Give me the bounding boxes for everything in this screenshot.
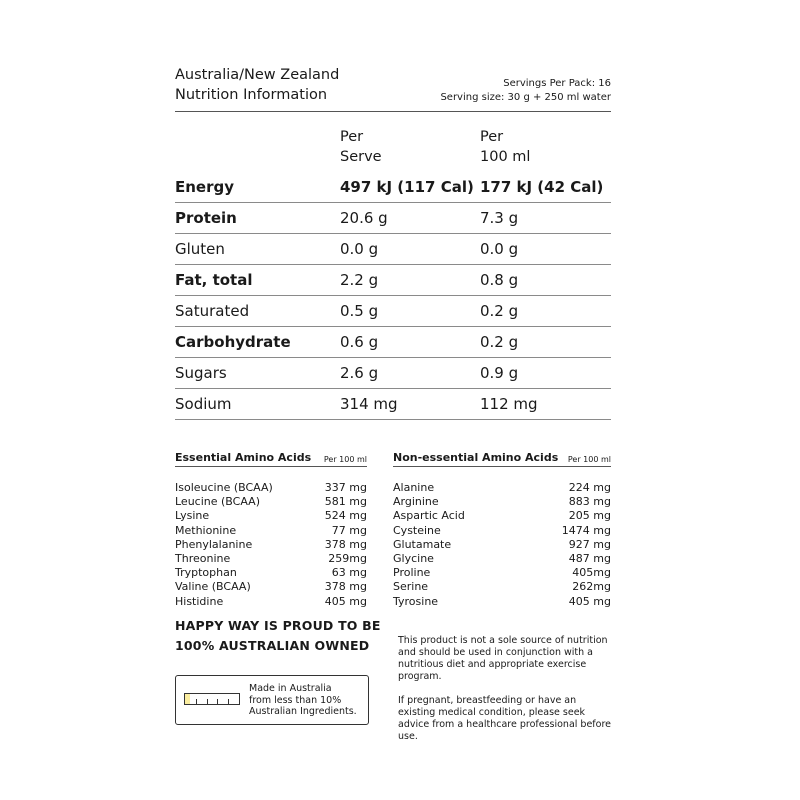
amino-value: 63 mg xyxy=(331,566,367,580)
badge-text xyxy=(249,683,357,718)
per-serve-value: 0.6 g xyxy=(340,333,379,351)
gauge-tick xyxy=(207,699,208,704)
non-essential-amino-list xyxy=(393,481,611,609)
proud-line-1: HAPPY WAY IS PROUD TO BE xyxy=(175,618,381,633)
list-item xyxy=(393,552,611,566)
amino-value: 927 mg xyxy=(568,537,611,551)
amino-name: Alanine xyxy=(393,481,435,494)
per-serve-line-1: Per xyxy=(340,129,364,145)
essential-amino-acids xyxy=(175,448,367,609)
amino-value: 77 mg xyxy=(331,523,367,537)
essential-amino-list xyxy=(175,481,367,609)
list-item xyxy=(175,481,367,495)
amino-name: Valine (BCAA) xyxy=(175,580,251,594)
amino-name: Methionine xyxy=(175,523,237,537)
bar-gauge-icon xyxy=(184,693,240,705)
nutrient-row-sugars xyxy=(175,358,611,389)
nutrient-row-energy xyxy=(175,172,611,203)
amino-value: 378 mg xyxy=(324,537,367,551)
proud-line-2: 100% AUSTRALIAN OWNED xyxy=(175,638,370,653)
amino-value: 1474 mg xyxy=(561,523,611,537)
nutrient-name: Saturated xyxy=(175,302,250,320)
serving-size: Serving size: 30 g + 250 ml water xyxy=(440,92,611,103)
badge-line-1: Made in Australia xyxy=(249,683,332,694)
list-item xyxy=(175,495,367,509)
nutrient-rows xyxy=(175,172,611,420)
essential-amino-unit: Per 100 ml xyxy=(323,455,367,464)
essential-amino-title: Essential Amino Acids xyxy=(175,451,312,464)
per-100ml-value: 0.9 g xyxy=(480,364,519,382)
title-line-2: Nutrition Information xyxy=(175,87,328,103)
nutrient-name: Fat, total xyxy=(175,271,253,289)
list-item xyxy=(393,538,611,552)
list-item xyxy=(393,495,611,509)
amino-value: 262mg xyxy=(572,580,611,594)
amino-value: 224 mg xyxy=(568,481,611,494)
disclaimer-paragraph-2: If pregnant, breastfeeding or have an existing medical condition, please seek advice from a healthcare professional before use. xyxy=(398,695,612,742)
amino-value: 581 mg xyxy=(324,495,367,509)
amino-value: 405 mg xyxy=(324,594,367,608)
list-item xyxy=(393,566,611,580)
proud-statement xyxy=(175,616,381,656)
badge-line-2: from less than 10% xyxy=(249,694,342,706)
nutrient-name: Protein xyxy=(175,209,237,227)
list-item xyxy=(175,552,367,566)
per-serve-value: 0.5 g xyxy=(340,302,379,320)
list-item xyxy=(393,580,611,594)
amino-value: 405 mg xyxy=(568,594,611,608)
nutrient-row-saturated xyxy=(175,296,611,327)
essential-amino-header xyxy=(175,448,367,467)
serving-info xyxy=(440,77,611,105)
title-line-1: Australia/New Zealand xyxy=(175,67,340,83)
per-serve-value: 314 mg xyxy=(340,395,398,413)
nutrient-row-sodium xyxy=(175,389,611,420)
list-item xyxy=(175,595,367,609)
list-item xyxy=(175,566,367,580)
amino-name: Histidine xyxy=(175,594,224,608)
per-100ml-line-2: 100 ml xyxy=(480,149,531,165)
per-100ml-value: 0.2 g xyxy=(480,333,519,351)
amino-name: Threonine xyxy=(175,552,231,566)
nutrient-row-protein xyxy=(175,203,611,234)
per-serve-value: 2.2 g xyxy=(340,271,379,289)
amino-name: Aspartic Acid xyxy=(393,509,465,523)
amino-name: Tryptophan xyxy=(175,566,237,580)
disclaimer xyxy=(398,635,613,755)
gauge-tick xyxy=(217,699,218,704)
non-essential-amino-header xyxy=(393,448,611,467)
nutrient-name: Energy xyxy=(175,178,235,196)
per-100ml-value: 0.2 g xyxy=(480,302,519,320)
per-serve-header xyxy=(340,127,382,167)
list-item xyxy=(393,524,611,538)
list-item xyxy=(393,595,611,609)
per-100ml-line-1: Per xyxy=(480,129,504,145)
nutrient-name: Sugars xyxy=(175,364,227,382)
amino-value: 883 mg xyxy=(568,495,611,509)
amino-acids-section xyxy=(175,448,611,608)
panel-header xyxy=(175,66,611,112)
amino-value: 205 mg xyxy=(568,509,611,523)
per-serve-value: 497 kJ (117 Cal) xyxy=(340,178,474,196)
amino-name: Arginine xyxy=(393,495,439,509)
non-essential-amino-unit: Per 100 ml xyxy=(567,455,611,464)
bottom-section xyxy=(175,616,611,756)
gauge-tick xyxy=(228,699,229,704)
nutrient-row-fat-total xyxy=(175,265,611,296)
made-in-australia-badge xyxy=(175,675,369,725)
servings-per-pack: Servings Per Pack: 16 xyxy=(503,78,611,89)
nutrient-name: Carbohydrate xyxy=(175,333,291,351)
amino-name: Glycine xyxy=(393,552,434,566)
badge-line-3: Australian Ingredients. xyxy=(249,706,357,717)
amino-name: Leucine (BCAA) xyxy=(175,495,260,509)
amino-name: Isoleucine (BCAA) xyxy=(175,481,273,494)
nutrient-row-gluten xyxy=(175,234,611,265)
amino-name: Phenylalanine xyxy=(175,537,253,551)
list-item xyxy=(175,538,367,552)
gauge-fill xyxy=(185,694,190,704)
list-item xyxy=(175,580,367,594)
per-serve-value: 20.6 g xyxy=(340,209,388,227)
amino-value: 337 mg xyxy=(324,481,367,494)
column-headers xyxy=(175,112,611,172)
nutrient-name: Sodium xyxy=(175,395,232,413)
per-100ml-value: 7.3 g xyxy=(480,209,519,227)
amino-value: 524 mg xyxy=(324,509,367,523)
nutrient-row-carbohydrate xyxy=(175,327,611,358)
list-item xyxy=(393,509,611,523)
per-100ml-value: 0.8 g xyxy=(480,271,519,289)
amino-name: Glutamate xyxy=(393,537,452,551)
per-100ml-value: 177 kJ (42 Cal) xyxy=(480,178,604,196)
amino-value: 487 mg xyxy=(568,552,611,566)
disclaimer-paragraph-1: This product is not a sole source of nutrition and should be used in conjunction with a nutritious diet and appropriate exercise program. xyxy=(398,635,608,682)
list-item xyxy=(393,481,611,495)
list-item xyxy=(175,509,367,523)
non-essential-amino-title: Non-essential Amino Acids xyxy=(393,451,559,464)
non-essential-amino-acids xyxy=(393,448,611,609)
amino-name: Lysine xyxy=(175,509,210,523)
per-serve-value: 2.6 g xyxy=(340,364,379,382)
amino-name: Serine xyxy=(393,580,429,594)
amino-name: Tyrosine xyxy=(393,594,439,608)
per-serve-value: 0.0 g xyxy=(340,240,379,258)
nutrient-name: Gluten xyxy=(175,240,225,258)
nutrition-panel xyxy=(175,66,611,756)
gauge-tick xyxy=(196,699,197,704)
amino-value: 378 mg xyxy=(324,580,367,594)
per-100ml-value: 0.0 g xyxy=(480,240,519,258)
per-100ml-value: 112 mg xyxy=(480,395,538,413)
amino-value: 405mg xyxy=(572,566,611,580)
amino-name: Cysteine xyxy=(393,523,441,537)
per-serve-line-2: Serve xyxy=(340,149,382,165)
panel-title xyxy=(175,65,339,105)
per-100ml-header xyxy=(480,127,530,167)
amino-name: Proline xyxy=(393,566,431,580)
list-item xyxy=(175,524,367,538)
amino-value: 259mg xyxy=(328,552,367,566)
